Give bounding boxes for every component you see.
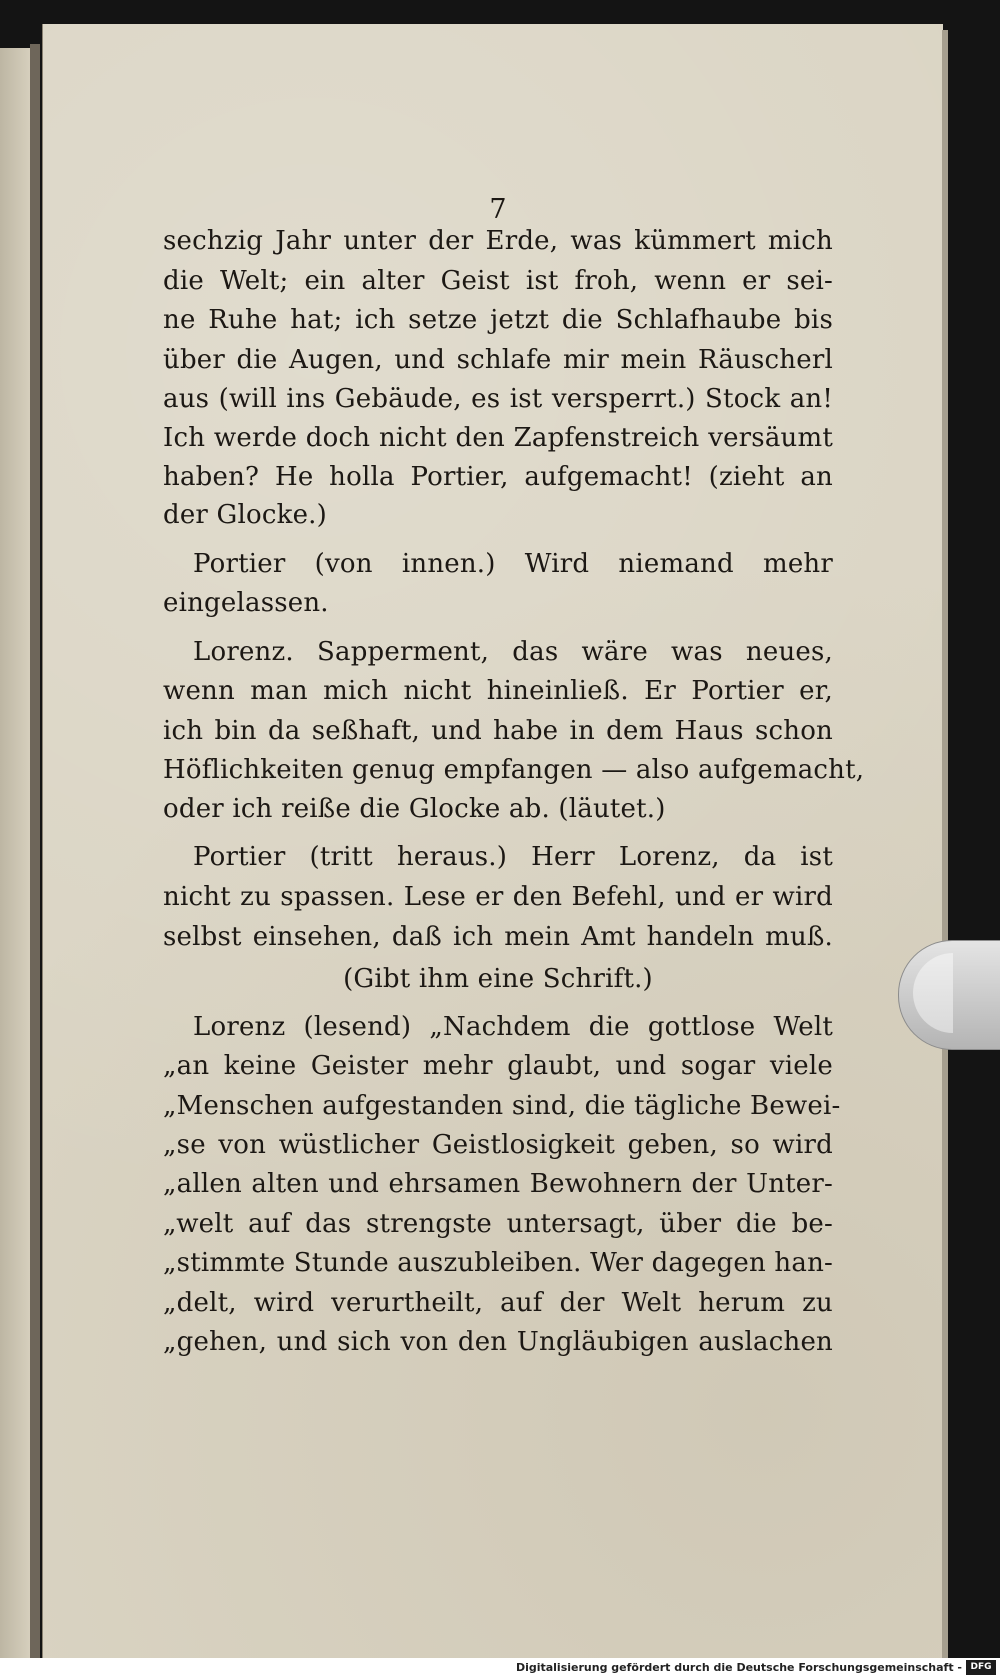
text-line: „stimmte Stunde auszubleiben. Wer dagegen han- — [163, 1248, 833, 1278]
speaker-line: Lorenz (lesend) „Nachdem die gottlose Welt — [193, 1012, 833, 1042]
text-line: nicht zu spassen. Lese er den Befehl, und er wird — [163, 882, 833, 912]
speaker-line: Portier (von innen.) Wird niemand mehr — [193, 549, 833, 579]
text-line: die Welt; ein alter Geist ist froh, wenn er sei- — [163, 266, 833, 296]
text-line: aus (will ins Gebäude, es ist versperrt.) Stock an! — [163, 384, 833, 414]
speaker-line: Portier (tritt heraus.) Herr Lorenz, da ist — [193, 842, 833, 872]
text-line: „allen alten und ehrsamen Bewohnern der Unter- — [163, 1169, 833, 1199]
text-line: „Menschen aufgestanden sind, die tägliche Bewei- — [163, 1091, 841, 1121]
text-line: „an keine Geister mehr glaubt, und sogar viele — [163, 1051, 833, 1081]
text-line: oder ich reiße die Glocke ab. (läutet.) — [163, 794, 666, 824]
funding-credit: Digitalisierung gefördert durch die Deutsche Forschungsgemeinschaft - — [515, 1661, 962, 1674]
book-spine-shadow — [30, 44, 40, 1658]
page-right-edge — [942, 30, 948, 1658]
text-line: sechzig Jahr unter der Erde, was kümmert mich — [163, 226, 833, 256]
text-line: der Glocke.) — [163, 500, 327, 530]
text-line: wenn man mich nicht hineinließ. Er Portier er, — [163, 676, 833, 706]
text-line: Ich werde doch nicht den Zapfenstreich versäumt — [163, 423, 833, 453]
text-line: „gehen, und sich von den Ungläubigen auslachen — [163, 1327, 833, 1357]
book-page — [42, 24, 943, 1658]
text-line: eingelassen. — [163, 588, 329, 618]
text-line: über die Augen, und schlafe mir mein Räuscherl — [163, 345, 833, 375]
page-number: 7 — [489, 194, 507, 225]
text-line: „welt auf das strengste untersagt, über die be- — [163, 1209, 833, 1239]
text-line: haben? He holla Portier, aufgemacht! (zieht an — [163, 462, 833, 492]
speaker-line: Lorenz. Sapperment, das wäre was neues, — [193, 637, 833, 667]
dfg-logo: DFG — [966, 1660, 996, 1675]
text-line: Höflichkeiten genug empfangen — also aufgemacht, — [163, 755, 865, 785]
footer-bar — [0, 1658, 1000, 1678]
text-line: „delt, wird verurtheilt, auf der Welt herum zu — [163, 1288, 833, 1318]
page-holder-clip — [898, 940, 1000, 1050]
clip-highlight — [913, 953, 953, 1033]
text-line: selbst einsehen, daß ich mein Amt handeln muß. — [163, 922, 833, 952]
text-line: ne Ruhe hat; ich setze jetzt die Schlafhaube bis — [163, 305, 833, 335]
text-line: ich bin da seßhaft, und habe in dem Haus schon — [163, 716, 833, 746]
facing-page-edge — [0, 48, 30, 1658]
stage-direction: (Gibt ihm eine Schrift.) — [343, 964, 653, 994]
text-line: „se von wüstlicher Geistlosigkeit geben, so wird — [163, 1130, 833, 1160]
